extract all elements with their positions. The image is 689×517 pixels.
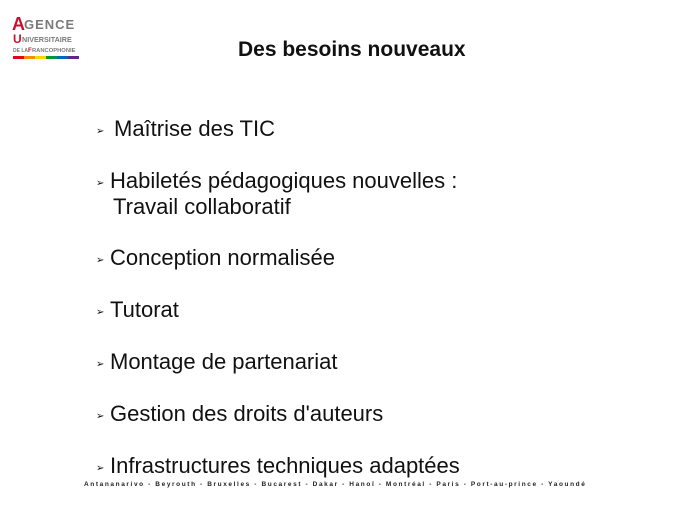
svg-text:U: U xyxy=(13,32,22,46)
svg-text:F: F xyxy=(28,47,32,54)
slide-title: Des besoins nouveaux xyxy=(238,38,466,61)
bullet-text: Gestion des droits d'auteurs xyxy=(110,401,384,426)
bullet-text: Tutorat xyxy=(110,297,179,322)
bullet-text xyxy=(110,168,457,220)
arrow-bullet-icon: ➢ xyxy=(96,126,105,137)
bullet-text: Conception normalisée xyxy=(110,245,336,270)
bullet-text: Infrastructures techniques adaptées xyxy=(110,453,460,478)
footer-cities: Antananarivo - Beyrouth - Bruxelles - Bucarest - Dakar - Hanoï - Montréal - Paris - Port-au-prince - Yaoundé xyxy=(84,481,587,488)
bullet-item xyxy=(96,349,338,378)
bullet-text-line1: Habiletés pédagogiques nouvelles : xyxy=(110,168,458,193)
bullet-item xyxy=(96,245,335,274)
svg-text:RANCOPHONIE: RANCOPHONIE xyxy=(32,48,76,54)
bullet-text: Maîtrise des TIC xyxy=(114,116,275,141)
arrow-bullet-icon: ➢ xyxy=(96,359,105,370)
bullet-item xyxy=(96,168,457,220)
svg-text:GENCE: GENCE xyxy=(24,17,76,32)
bullet-item xyxy=(96,401,383,430)
arrow-bullet-icon: ➢ xyxy=(96,463,105,474)
arrow-bullet-icon: ➢ xyxy=(96,411,105,422)
svg-text:DE LA: DE LA xyxy=(13,48,28,54)
svg-text:NIVERSITAIRE: NIVERSITAIRE xyxy=(22,35,72,44)
bullet-text-line2: Travail collaboratif xyxy=(113,194,291,219)
logo-letter-a: A xyxy=(12,14,25,34)
bullet-item xyxy=(96,453,460,482)
bullet-item xyxy=(96,297,179,326)
auf-logo xyxy=(12,14,84,64)
bullet-text: Montage de partenariat xyxy=(110,349,338,374)
arrow-bullet-icon: ➢ xyxy=(96,255,105,266)
bullet-item xyxy=(96,116,275,145)
arrow-bullet-icon: ➢ xyxy=(96,307,105,318)
arrow-bullet-icon: ➢ xyxy=(96,178,105,189)
